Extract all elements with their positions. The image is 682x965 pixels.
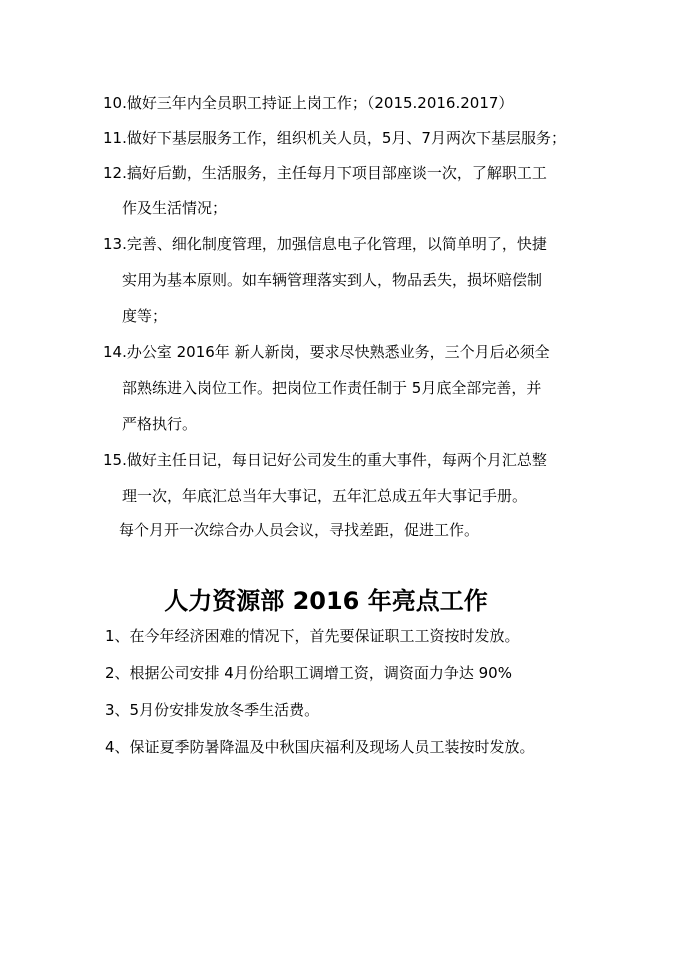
section-item-3: 3、5月份安排发放冬季生活费。 [105,701,320,719]
section-item-2: 2、根据公司安排 4月份给职工调增工资，调资面力争达 90% [105,664,512,682]
item-10-line-1: 10.做好三年内全员职工持证上岗工作；（2015.2016.2017） [103,94,514,112]
item-14-line-3: 严格执行。 [122,415,198,433]
item-14-line-2: 部熟练进入岗位工作。把岗位工作责任制于 5月底全部完善，并 [122,379,542,397]
item-12-line-2: 作及生活情况； [122,199,228,217]
section-item-1: 1、在今年经济困难的情况下，首先要保证职工工资按时发放。 [105,627,520,645]
section-title: 人力资源部 2016 年亮点工作 [164,587,488,615]
item-13-line-1: 13.完善、细化制度管理，加强信息电子化管理，以简单明了，快捷 [103,235,547,253]
item-13-line-2: 实用为基本原则。如车辆管理落实到人，物品丢失，损坏赔偿制 [122,271,543,289]
item-14-line-1: 14.办公室 2016年 新人新岗，要求尽快熟悉业务，三个月后必须全 [103,343,550,361]
closing-line: 每个月开一次综合办人员会议，寻找差距，促进工作。 [119,521,480,539]
item-15-line-1: 15.做好主任日记，每日记好公司发生的重大事件，每两个月汇总整 [103,451,547,469]
item-11-line-1: 11.做好下基层服务工作，组织机关人员，5月、7月两次下基层服务； [103,129,566,147]
section-item-4: 4、保证夏季防暑降温及中秋国庆福利及现场人员工装按时发放。 [105,738,535,756]
item-15-line-2: 理一次，年底汇总当年大事记，五年汇总成五年大事记手册。 [122,487,528,505]
item-12-line-1: 12.搞好后勤，生活服务，主任每月下项目部座谈一次，了解职工工 [103,164,547,182]
item-13-line-3: 度等； [122,307,168,325]
